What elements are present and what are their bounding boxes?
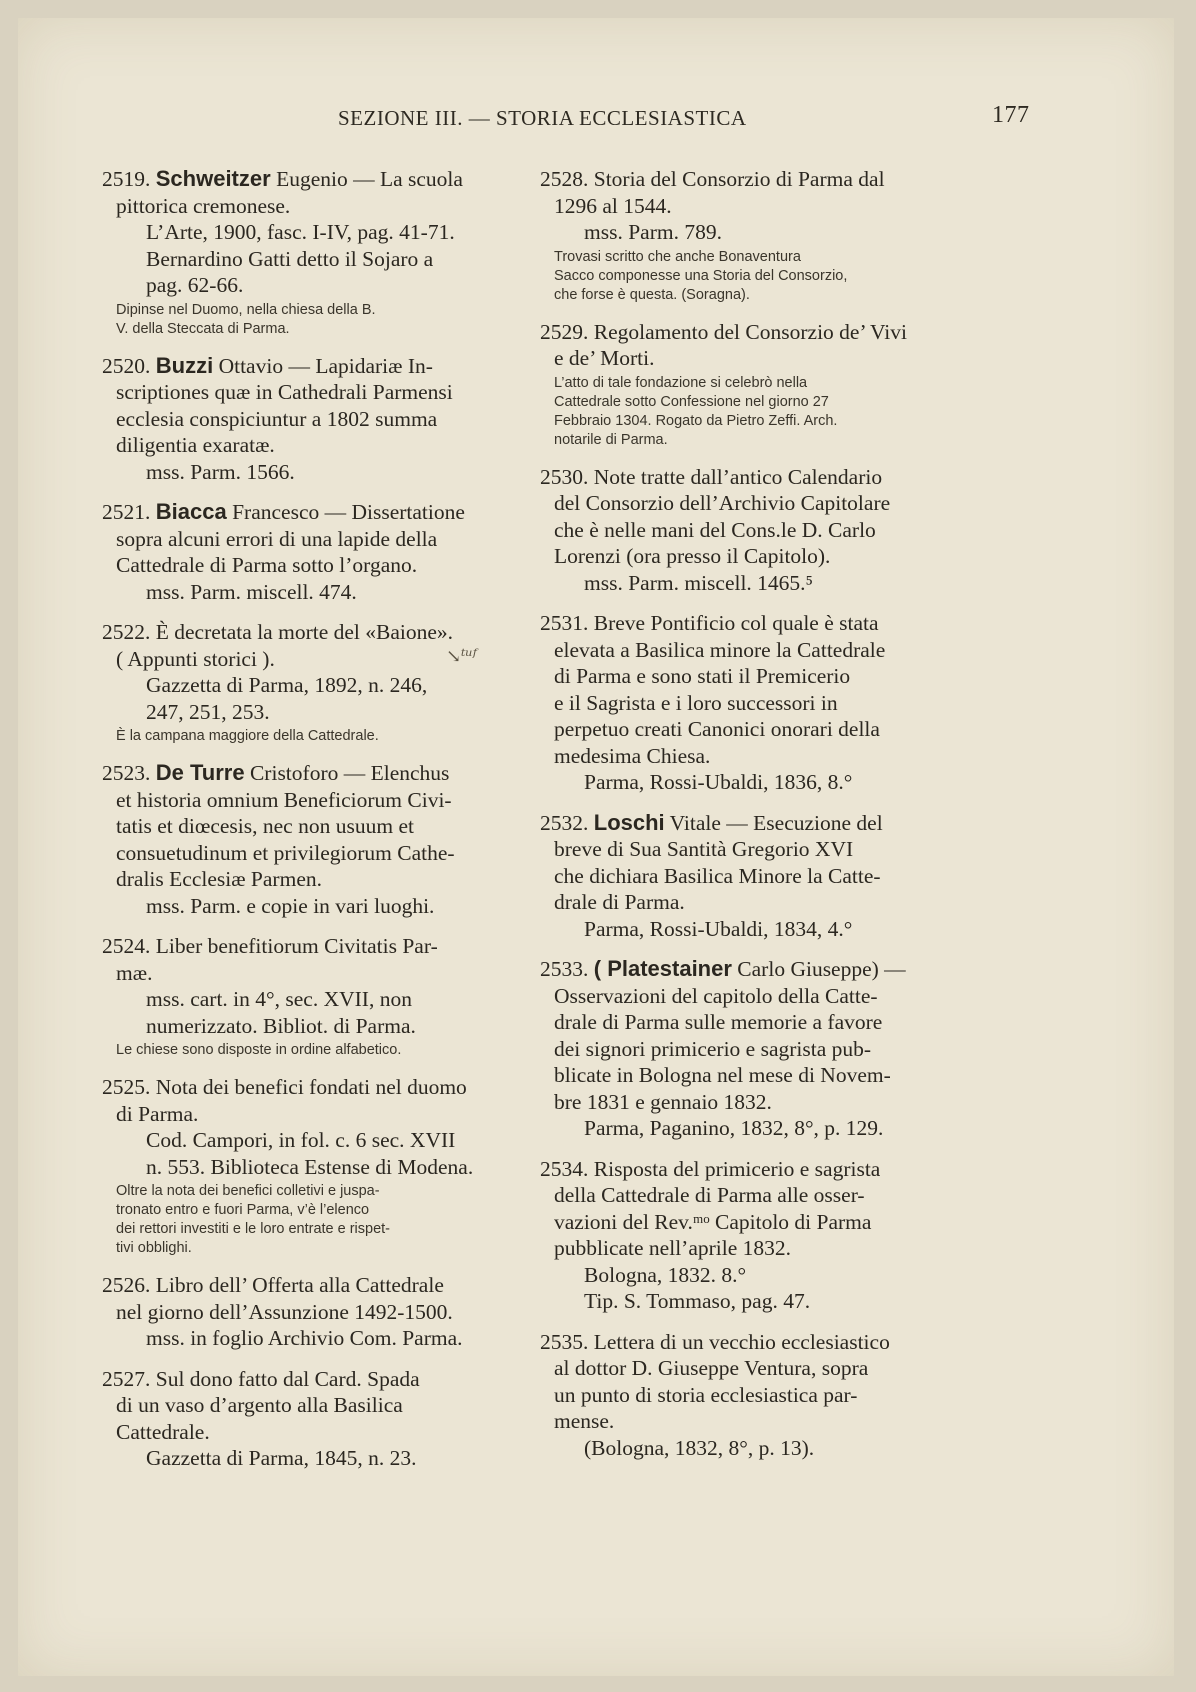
book-page (18, 18, 1174, 1676)
entry-note (540, 374, 970, 450)
entry-body-line: scriptiones quæ in Cathedrali Parmensi (116, 380, 453, 404)
entry-number: 2529. (540, 319, 589, 344)
entry-title: Carlo Giuseppe) — (737, 957, 906, 981)
entry-body-line: drale di Parma. (554, 890, 685, 914)
entry-heading (540, 464, 970, 491)
entry-body-line: ( Appunti storici ). (116, 646, 275, 671)
entry-heading (102, 499, 532, 526)
entry-title: È decretata la morte del «Baione». (155, 620, 454, 644)
entry-source-line: mss. Parm. 789. (584, 220, 722, 244)
entry-body-line: consuetudinum et privilegiorum Cathe- (116, 840, 455, 865)
entry-source-line: mss. Parm. e copie in vari luoghi. (146, 893, 435, 918)
entry-source-line: (Bologna, 1832, 8°, p. 13). (584, 1435, 815, 1460)
entry-body-line: pubblicate nell’aprile 1832. (554, 1236, 792, 1260)
entry-body-line: blicate in Bologna nel mese di Novem- (554, 1063, 891, 1087)
entry-heading (102, 760, 532, 787)
entry-number: 2524. (102, 934, 151, 958)
entry-source-line: 247, 251, 253. (146, 699, 270, 724)
entry-source-line: mss. Parm. miscell. 474. (146, 579, 357, 604)
entry-source-line: Tip. S. Tommaso, pag. 47. (584, 1289, 811, 1313)
entry-body-line: mense. (554, 1409, 615, 1433)
entry-heading (102, 1366, 532, 1393)
entry-title: Libro dell’ Offerta alla Cattedrale (155, 1273, 444, 1297)
entry-number: 2531. (540, 611, 589, 635)
entry-body-line: al dottor D. Giuseppe Ventura, sopra (554, 1356, 869, 1380)
entry-source-line: mss. Parm. miscell. 1465.⁵ (584, 570, 814, 595)
entry-body-line: et historia omnium Beneficiorum Civi- (116, 787, 452, 812)
entry-heading (540, 610, 970, 637)
entry-heading (102, 353, 532, 380)
catalog-entry (102, 1366, 532, 1472)
entry-source-line: Bologna, 1832. 8.° (584, 1262, 747, 1287)
right-column (540, 166, 970, 1475)
entry-note-line: Dipinse nel Duomo, nella chiesa della B. (116, 301, 376, 318)
entry-title: Risposta del primicerio e sagrista (593, 1156, 881, 1181)
entry-title: Eugenio — La scuola (276, 167, 463, 191)
handwritten-annotation: ↘ᵗᵘᶠ (446, 646, 477, 667)
entry-number: 2534. (540, 1156, 589, 1181)
entry-source-line: Parma, Paganino, 1832, 8°, p. 129. (584, 1116, 884, 1140)
entry-title: Storia del Consorzio di Parma dal (593, 167, 885, 191)
entry-title: Francesco — Dissertatione (232, 500, 465, 524)
entry-note (102, 1041, 532, 1060)
entry-note-line: tronato entro e fuori Parma, v’è l’elenco (116, 1202, 370, 1218)
entry-body-line: tatis et diœcesis, nec non usuum et (116, 814, 414, 838)
entry-note (102, 1182, 532, 1258)
entry-number: 2519. (102, 167, 151, 191)
entry-source-line: Gazzetta di Parma, 1892, n. 246, (146, 673, 428, 697)
entry-number: 2525. (102, 1075, 151, 1099)
entry-heading (540, 956, 970, 983)
entry-body-line: sopra alcuni errori di una lapide della (116, 526, 438, 551)
entry-body-line: della Cattedrale di Parma alle osser- (554, 1183, 865, 1207)
entry-number: 2533. (540, 957, 589, 981)
catalog-entry (540, 464, 970, 597)
entry-note-line: dei rettori investiti e le loro entrate e rispet- (116, 1221, 391, 1237)
catalog-entry (540, 956, 970, 1142)
entry-number: 2530. (540, 464, 589, 489)
entry-source-line: Bernardino Gatti detto il Sojaro a (146, 246, 434, 271)
entry-note-line: Sacco componesse una Storia del Consorzio, (554, 267, 848, 284)
entry-number: 2532. (540, 810, 589, 835)
entry-number: 2521. (102, 500, 151, 524)
entry-source-line: n. 553. Biblioteca Estense di Modena. (146, 1154, 474, 1179)
entry-number: 2535. (540, 1329, 589, 1354)
entry-heading (540, 1329, 970, 1356)
catalog-entry (540, 810, 970, 943)
entry-author: ( Platestainer (593, 956, 732, 981)
entry-body-line: Cattedrale di Parma sotto l’organo. (116, 553, 418, 577)
entry-heading (102, 1272, 532, 1299)
entry-author: Loschi (593, 809, 665, 835)
entry-body-line: bre 1831 e gennaio 1832. (554, 1089, 772, 1114)
entry-heading (102, 166, 532, 193)
entry-body-line: drale di Parma sulle memorie a favore (554, 1010, 883, 1034)
entry-body-line: vazioni del Rev.ᵐᵒ Capitolo di Parma (554, 1209, 872, 1234)
entry-note-line: che forse è questa. (Soragna). (554, 286, 750, 303)
entry-heading (540, 319, 970, 346)
entry-body-line: Cattedrale. (116, 1419, 210, 1444)
catalog-entry (540, 1156, 970, 1315)
entry-note-line: tivi obblighi. (116, 1240, 192, 1256)
catalog-entry (102, 353, 532, 486)
catalog-entry (540, 610, 970, 796)
entry-body-line: perpetuo creati Canonici onorari della (554, 717, 880, 741)
catalog-entry (102, 499, 532, 605)
entry-body-line: Lorenzi (ora presso il Capitolo). (554, 544, 831, 568)
entry-title: Lettera di un vecchio ecclesiastico (593, 1329, 890, 1354)
entry-heading (102, 933, 532, 960)
entry-title: Breve Pontificio col quale è stata (593, 611, 879, 635)
entry-body-line: pittorica cremonese. (116, 193, 291, 218)
entry-number: 2526. (102, 1273, 151, 1297)
entry-note-line: Trovasi scritto che anche Bonaventura (554, 248, 801, 265)
entry-body-line: elevata a Basilica minore la Cattedrale (554, 637, 886, 662)
entry-source-line: Parma, Rossi-Ubaldi, 1834, 4.° (584, 916, 853, 941)
catalog-entry (540, 319, 970, 450)
catalog-entry (102, 166, 532, 339)
entry-note-line: L’atto di tale fondazione si celebrò nella (554, 374, 808, 391)
catalog-entry (540, 166, 970, 305)
entry-title: Note tratte dall’antico Calendario (593, 464, 883, 489)
entry-heading (540, 810, 970, 837)
entry-body-line: dei signori primicerio e sagrista pub- (554, 1036, 872, 1061)
entry-body-line: e il Sagrista e i loro successori in (554, 690, 838, 715)
left-column (102, 166, 532, 1486)
entry-body-line: di un vaso d’argento alla Basilica (116, 1393, 403, 1417)
entry-source-line: pag. 62-66. (146, 273, 244, 297)
entry-number: 2527. (102, 1366, 151, 1391)
entry-body-line: dralis Ecclesiæ Parmen. (116, 867, 322, 891)
catalog-entry (102, 1074, 532, 1258)
catalog-entry (540, 1329, 970, 1462)
entry-title: Liber benefitiorum Civitatis Par- (155, 934, 438, 958)
entry-body-line: che è nelle mani del Cons.le D. Carlo (554, 517, 876, 542)
entry-note-line: È la campana maggiore della Cattedrale. (116, 728, 379, 744)
entry-body-line: Osservazioni del capitolo della Catte- (554, 983, 878, 1008)
entry-source-line: L’Arte, 1900, fasc. I-IV, pag. 41-71. (146, 220, 455, 244)
entry-body-line: diligentia exaratæ. (116, 433, 275, 457)
entry-body-line: un punto di storia ecclesiastica par- (554, 1382, 858, 1407)
entry-number: 2528. (540, 167, 589, 191)
entry-title: Cristoforo — Elenchus (249, 761, 450, 785)
entry-body-line: di Parma. (116, 1101, 199, 1126)
entry-number: 2520. (102, 353, 151, 378)
entry-note-line: Cattedrale sotto Confessione nel giorno 27 (554, 393, 829, 410)
entry-title: Regolamento del Consorzio de’ Vivi (593, 319, 907, 344)
entry-source-line: mss. in foglio Archivio Com. Parma. (146, 1326, 463, 1350)
entry-body-line: 1296 al 1544. (554, 193, 672, 218)
entry-author: Biacca (155, 499, 227, 524)
entry-title: Nota dei benefici fondati nel duomo (155, 1075, 467, 1099)
entry-note (102, 727, 532, 746)
entry-source-line: mss. Parm. 1566. (146, 459, 295, 484)
entry-author: Buzzi (155, 352, 214, 378)
entry-note-line: Febbraio 1304. Rogato da Pietro Zeffi. Arch. (554, 412, 838, 429)
entry-body-line: medesima Chiesa. (554, 743, 711, 768)
catalog-entry (102, 933, 532, 1060)
catalog-entry (102, 760, 532, 919)
entry-source-line: Parma, Rossi-Ubaldi, 1836, 8.° (584, 770, 853, 794)
section-title: SEZIONE III. — STORIA ECCLESIASTICA (338, 106, 747, 130)
entry-heading (540, 1156, 970, 1183)
entry-body-line: e de’ Morti. (554, 346, 655, 370)
page-number: 177 (992, 102, 1030, 128)
entry-body-line: nel giorno dell’Assunzione 1492-1500. (116, 1299, 453, 1324)
catalog-entry (102, 619, 532, 746)
entry-author: De Turre (155, 760, 245, 785)
entry-source-line: numerizzato. Bibliot. di Parma. (146, 1013, 416, 1038)
entry-heading (102, 619, 532, 646)
entry-note-line: Oltre la nota dei benefici colletivi e juspa- (116, 1183, 380, 1199)
entry-author: Schweitzer (155, 166, 271, 191)
catalog-entry (102, 1272, 532, 1352)
entry-title: Vitale — Esecuzione del (669, 810, 883, 835)
entry-note-line: V. della Steccata di Parma. (116, 320, 290, 337)
entry-number: 2523. (102, 761, 151, 785)
entry-note-line: Le chiese sono disposte in ordine alfabetico. (116, 1042, 402, 1058)
entry-body-line: che dichiara Basilica Minore la Catte- (554, 863, 881, 888)
entry-body-line: ecclesia conspiciuntur a 1802 summa (116, 406, 438, 431)
entry-body-line: mæ. (116, 960, 153, 985)
entry-body-line: di Parma e sono stati il Premicerio (554, 664, 851, 688)
entry-source-line: Gazzetta di Parma, 1845, n. 23. (146, 1446, 417, 1470)
entry-title: Ottavio — Lapidariæ In- (218, 353, 433, 378)
entry-note (540, 248, 970, 305)
entry-title: Sul dono fatto dal Card. Spada (155, 1366, 420, 1391)
entry-note (102, 301, 532, 339)
entry-source-line: mss. cart. in 4°, sec. XVII, non (146, 987, 412, 1011)
entry-heading (102, 1074, 532, 1101)
entry-body-line: breve di Sua Santità Gregorio XVI (554, 837, 854, 861)
entry-note-line: notarile di Parma. (554, 431, 668, 448)
entry-body-line: del Consorzio dell’Archivio Capitolare (554, 491, 891, 515)
entry-number: 2522. (102, 620, 151, 644)
entry-heading (540, 166, 970, 193)
entry-source-line: Cod. Campori, in fol. c. 6 sec. XVII (146, 1128, 456, 1152)
